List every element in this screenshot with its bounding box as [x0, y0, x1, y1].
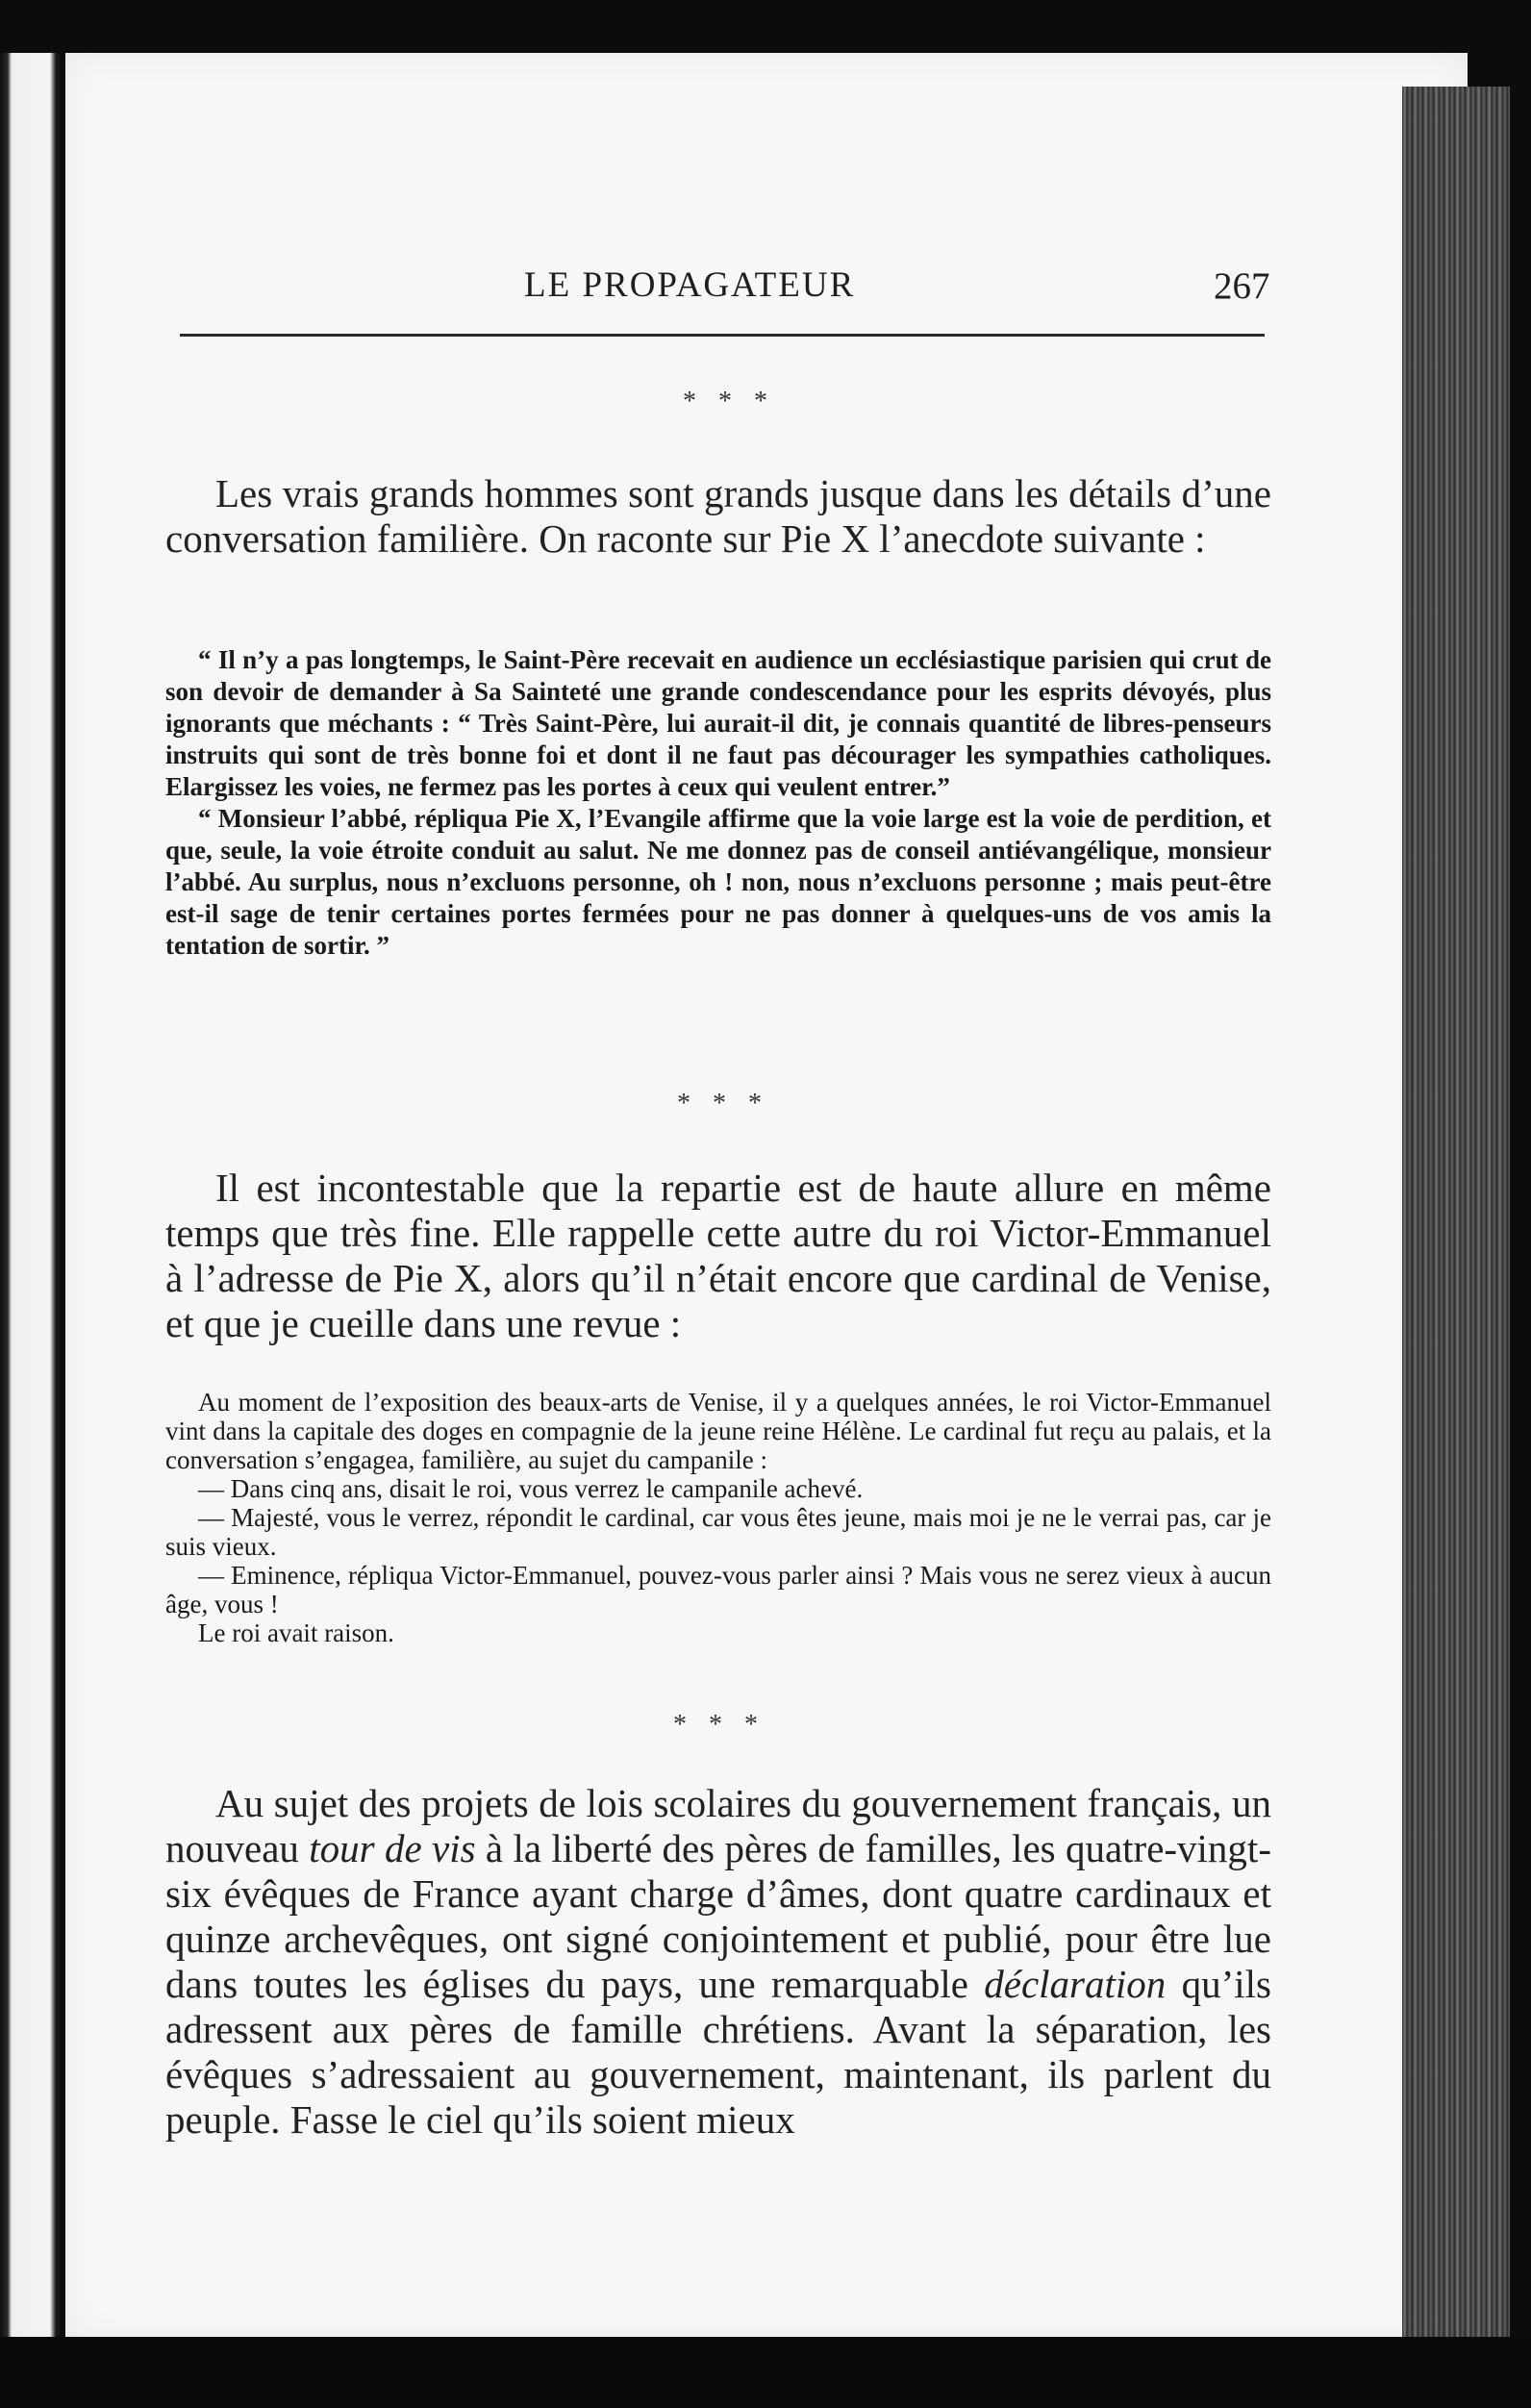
section1-quote [165, 644, 1271, 962]
page-stack-edge [1402, 87, 1510, 2375]
running-head [0, 255, 1531, 313]
anecdote-paragraph: Au moment de l’exposition des beaux-arts de Venise, il y a quelques années, le roi Victor-Emmanuel vint dans la capitale des doges en compagnie de la jeune reine Hélène. Le cardinal fut reçu au palais, et la conversation s’engagea, familière, au sujet du campanile : [165, 1388, 1271, 1474]
section-separator: * * * [673, 1710, 766, 1740]
section3-text: qu’ils adressent aux pères de famille chrétiens. Avant la séparation, les évêques s’adressaient au gouvernement, maintenant, ils parlent du peuple. Fasse le ciel qu’ils soient mieux [165, 1962, 1271, 2142]
left-page-edge [0, 53, 60, 2351]
anecdote-paragraph: — Dans cinq ans, disait le roi, vous verrez le campanile achevé. [198, 1474, 864, 1503]
section2-anecdote [165, 1388, 1271, 1647]
section3-italic-phrase: tour de vis [309, 1826, 476, 1870]
page-number: 267 [1214, 265, 1270, 307]
section1-intro: Les vrais grands hommes sont grands jusque dans les détails d’une conversation familière. On raconte sur Pie X l’anecdote suivante : [165, 471, 1271, 561]
anecdote-paragraph: — Majesté, vous le verrez, répondit le cardinal, car vous êtes jeune, mais moi je ne le verrai pas, car je suis vieux. [165, 1503, 1271, 1561]
running-title: LE PROPAGATEUR [524, 265, 856, 305]
quote-paragraph: “ Il n’y a pas longtemps, le Saint-Père recevait en audience un ecclésiastique parisien qui crut de son devoir de demander à Sa Sainteté une grande condescendance pour les esprits dévoyés, plus ignorants que méchants : “ Très Saint-Père, lui aurait-il dit, je connais quantité de libres-penseurs instruits qui sont de très bonne foi et dont il ne faut pas décourager les sympathies catholiques. Elargissez les voies, ne fermez pas les portes à ceux qui veulent entrer.” [165, 645, 1271, 801]
section3-italic-phrase: déclaration [984, 1962, 1167, 2006]
quote-paragraph: “ Monsieur l’abbé, répliqua Pie X, l’Evangile affirme que la voie large est la voie de perdition, et que, seule, la voie étroite conduit au salut. Ne me donnez pas de conseil antiévangélique, monsieur l’abbé. Au surplus, nous n’excluons personne, oh ! non, nous n’excluons personne ; mais peut-être est-il sage de tenir certaines portes fermées pour ne pas donner à quelques-uns de vos amis la tentation de sortir. ” [165, 804, 1271, 960]
section-separator: * * * [683, 387, 775, 416]
anecdote-paragraph: — Eminence, répliqua Victor-Emmanuel, pouvez-vous parler ainsi ? Mais vous ne serez vieux à aucun âge, vous ! [165, 1561, 1271, 1618]
section2-intro: Il est incontestable que la repartie est de haute allure en même temps que très fine. Elle rappelle cette autre du roi Victor-Emmanuel à l’adresse de Pie X, alors qu’il n’était encore que cardinal de Venise, et que je cueille dans une revue : [165, 1166, 1271, 1345]
section3-text: Au sujet des projets de lois scolaires du gouvernement français, un nouveau [165, 1781, 1271, 1870]
section3-paragraph [165, 1781, 1271, 2143]
section-separator: * * * [677, 1089, 769, 1118]
anecdote-paragraph: Le roi avait raison. [198, 1618, 394, 1647]
section3-text: à la liberté des pères de familles, les quatre-vingt-six évêques de France ayant charge d’âmes, dont quatre cardinaux et quinze archevêques, ont signé conjointement et publié, pour être lue dans toutes les églises du pays, une remarquable [165, 1826, 1271, 2006]
bottom-shadow [0, 2337, 1531, 2408]
header-rule [180, 334, 1265, 337]
